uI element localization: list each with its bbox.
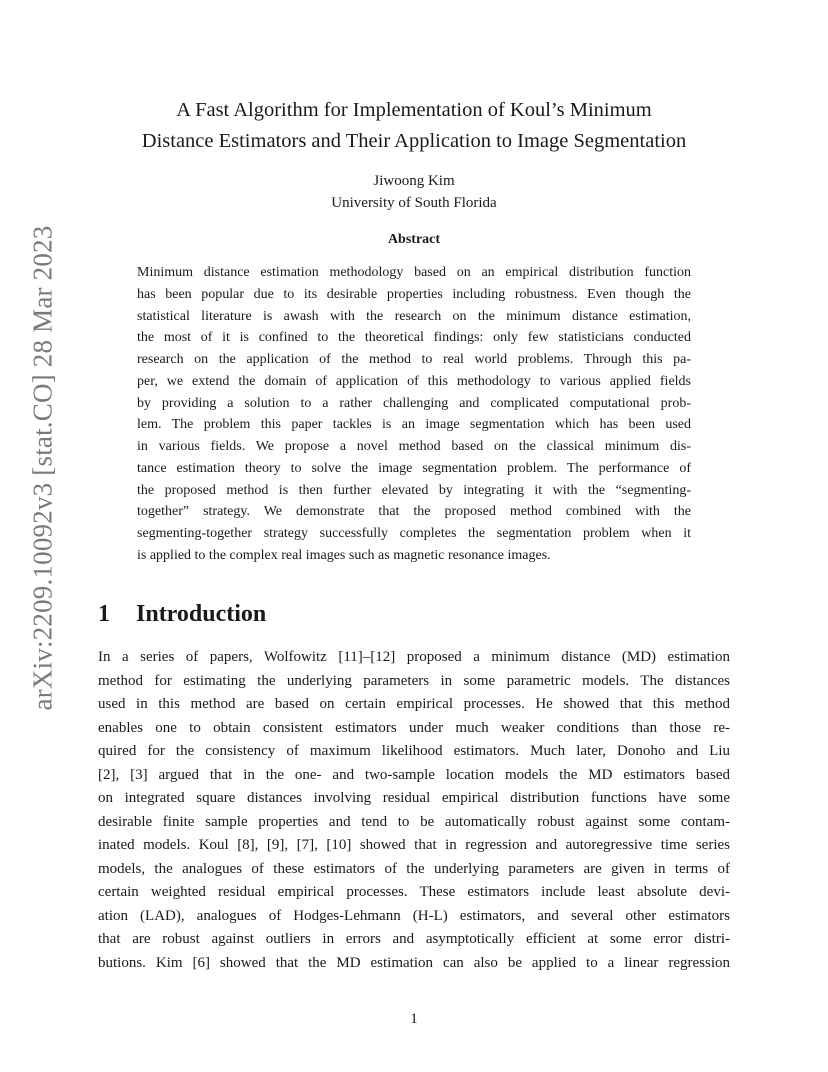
abstract-line: is applied to the complex real images such as magnetic resonance images. bbox=[137, 547, 551, 563]
section-heading-introduction bbox=[98, 598, 266, 630]
body-line: inated models. Koul [8], [9], [7], [10] showed that in regression and autoregressive time series bbox=[98, 837, 730, 853]
body-line: In a series of papers, Wolfowitz [11]–[12] proposed a minimum distance (MD) estimation bbox=[98, 649, 730, 665]
section-number: 1 bbox=[98, 601, 110, 627]
abstract-line: research on the application of the method to real world problems. Through this pa- bbox=[137, 352, 691, 367]
section-title: Introduction bbox=[136, 601, 267, 627]
author-affiliation: University of South Florida bbox=[331, 195, 497, 211]
author-block bbox=[98, 170, 730, 214]
body-line: on integrated square distances involving residual empirical distribution functions have some bbox=[98, 790, 730, 806]
body-line: models, the analogues of these estimators of the underlying parameters are given in terms of bbox=[98, 860, 730, 877]
abstract-line: by providing a solution to a rather challenging and complicated computational prob- bbox=[137, 395, 691, 411]
body-line: that are robust against outliers in errors and asymptotically efficient at some error distri- bbox=[98, 931, 730, 947]
abstract-heading: Abstract bbox=[387, 232, 441, 247]
abstract-line: lem. The problem this paper tackles is an image segmentation which has been used bbox=[137, 417, 691, 433]
author-name: Jiwoong Kim bbox=[373, 173, 455, 189]
body-line: ation (LAD), analogues of Hodges-Lehmann (H-L) estimators, and several other estimators bbox=[98, 907, 730, 924]
abstract-line: has been popular due to its desirable properties including robustness. Even though the bbox=[137, 286, 691, 302]
abstract-line: together” strategy. We demonstrate that the proposed method combined with the bbox=[137, 504, 691, 520]
abstract-line: the most of it is confined to the theoretical findings: only few statisticians conducted bbox=[137, 330, 691, 346]
body-line: enables one to obtain consistent estimators under much weaker conditions than those re- bbox=[98, 719, 730, 736]
abstract-line: tance estimation theory to solve the image segmentation problem. The performance of bbox=[137, 460, 691, 476]
body-line: used in this method are based on certain empirical processes. He showed that this method bbox=[98, 696, 730, 712]
title-line: A Fast Algorithm for Implementation of Koul’s Minimum bbox=[176, 99, 652, 121]
body-line: method for estimating the underlying parameters in some parametric models. The distances bbox=[98, 672, 730, 689]
title-line: Distance Estimators and Their Application to Image Segmentation bbox=[141, 130, 687, 152]
abstract-line: Minimum distance estimation methodology based on an empirical distribution function bbox=[137, 265, 691, 280]
body-line: [2], [3] argued that in the one- and two-sample location models the MD estimators based bbox=[98, 766, 730, 783]
abstract-line: per, we extend the domain of application of this methodology to various applied fields bbox=[137, 373, 691, 389]
body-line: desirable finite sample properties and tend to be automatically robust against some contam- bbox=[98, 813, 730, 830]
abstract-line: statistical literature is awash with the research on the minimum distance estimation, bbox=[137, 308, 691, 324]
body-line: butions. Kim [6] showed that the MD estimation can also be applied to a linear regression bbox=[98, 954, 730, 971]
abstract-line: the proposed method is then further elevated by integrating it with the “segmenting- bbox=[137, 482, 691, 498]
abstract-line: segmenting-together strategy successfully completes the segmentation problem when it bbox=[137, 526, 691, 541]
abstract-body bbox=[137, 262, 691, 567]
page-number: 1 bbox=[410, 1011, 418, 1027]
arxiv-identifier-text: arXiv:2209.10092v3 [stat.CO] 28 Mar 2023 bbox=[27, 225, 58, 711]
body-line: quired for the consistency of maximum likelihood estimators. Much later, Donoho and Liu bbox=[98, 743, 730, 759]
abstract-line: in various fields. We propose a novel method based on the classical minimum dis- bbox=[137, 439, 691, 454]
introduction-body bbox=[98, 646, 730, 975]
body-line: certain weighted residual empirical processes. These estimators include least absolute devi- bbox=[98, 884, 730, 900]
paper-title bbox=[98, 95, 730, 157]
